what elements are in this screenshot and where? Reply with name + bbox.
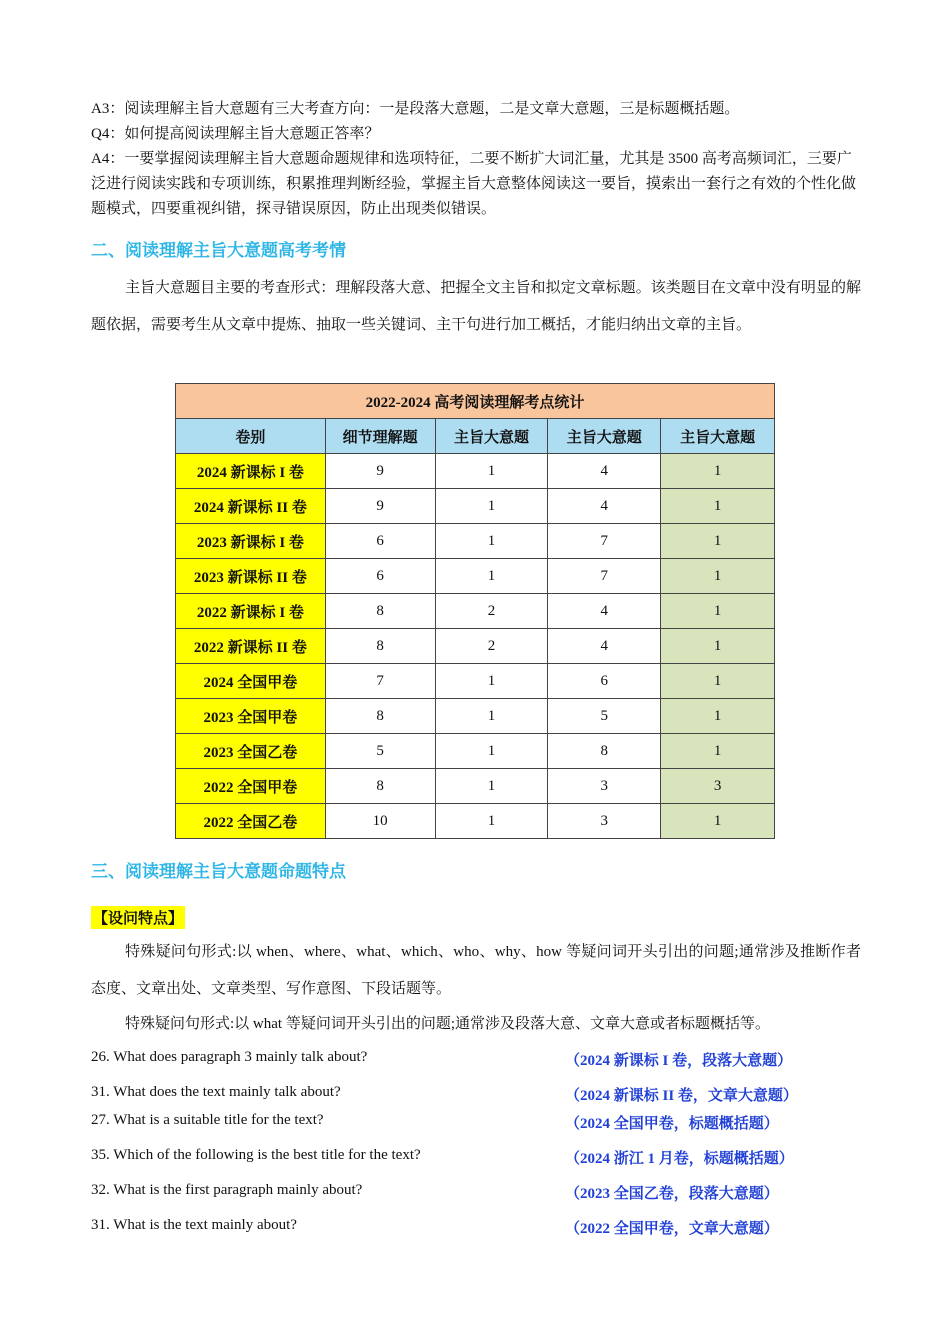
table-cell: 8 bbox=[325, 699, 435, 734]
table-cell-volume: 2023 新课标 II 卷 bbox=[176, 559, 326, 594]
table-cell: 6 bbox=[325, 524, 435, 559]
table-cell: 3 bbox=[661, 769, 775, 804]
question-q4: Q4：如何提高阅读理解主旨大意题正答率？ bbox=[91, 126, 380, 142]
section-heading-2: 二、阅读理解主旨大意题高考考情 bbox=[91, 241, 346, 261]
question-text: 32. What is the first paragraph mainly about? bbox=[91, 1182, 363, 1198]
list-item bbox=[91, 1112, 851, 1134]
table-cell: 3 bbox=[548, 769, 661, 804]
table-header: 卷别 bbox=[176, 419, 326, 454]
table-cell: 8 bbox=[548, 734, 661, 769]
table-cell: 9 bbox=[325, 454, 435, 489]
table-cell-volume: 2022 新课标 II 卷 bbox=[176, 629, 326, 664]
table-cell-volume: 2022 新课标 I 卷 bbox=[176, 594, 326, 629]
section3-paragraph-2: 特殊疑问句形式:以 what 等疑问词开头引出的问题;通常涉及段落大意、文章大意或者标题概括等。 bbox=[125, 1016, 770, 1032]
table-cell: 6 bbox=[325, 559, 435, 594]
table-cell: 4 bbox=[548, 629, 661, 664]
table-cell: 4 bbox=[548, 594, 661, 629]
question-source: （2024 新课标 I 卷，段落大意题） bbox=[565, 1053, 793, 1069]
table-cell: 1 bbox=[661, 734, 775, 769]
table-row bbox=[176, 559, 775, 594]
table-cell: 1 bbox=[435, 524, 548, 559]
table-cell: 1 bbox=[661, 664, 775, 699]
question-source: （2022 全国甲卷，文章大意题） bbox=[565, 1221, 779, 1237]
list-item bbox=[91, 1217, 851, 1239]
table-row bbox=[176, 699, 775, 734]
table-header: 主旨大意题 bbox=[548, 419, 661, 454]
table-header-row bbox=[176, 419, 775, 454]
table-row bbox=[176, 664, 775, 699]
table-cell-volume: 2023 全国乙卷 bbox=[176, 734, 326, 769]
section2-paragraph: 主旨大意题目主要的考查形式：理解段落大意、把握全文主旨和拟定文章标题。该类题目在文章中没有明显的解题依据，需要考生从文章中提炼、抽取一些关键词、主干句进行加工概括，才能归纳出文章的主旨。 bbox=[91, 280, 861, 333]
table-cell: 10 bbox=[325, 804, 435, 839]
table-cell: 8 bbox=[325, 769, 435, 804]
table-cell: 1 bbox=[435, 734, 548, 769]
question-text: 27. What is a suitable title for the text? bbox=[91, 1112, 324, 1128]
list-item bbox=[91, 1182, 851, 1204]
table-cell: 4 bbox=[548, 489, 661, 524]
table-cell: 9 bbox=[325, 489, 435, 524]
question-source: （2024 全国甲卷，标题概括题） bbox=[565, 1116, 779, 1132]
table-row bbox=[176, 489, 775, 524]
table-header: 细节理解题 bbox=[325, 419, 435, 454]
table-row bbox=[176, 454, 775, 489]
table-cell: 5 bbox=[325, 734, 435, 769]
table-cell-volume: 2022 全国甲卷 bbox=[176, 769, 326, 804]
stats-table bbox=[175, 383, 775, 839]
section-heading-3: 三、阅读理解主旨大意题命题特点 bbox=[91, 862, 346, 882]
table-cell: 8 bbox=[325, 629, 435, 664]
answer-a3: A3：阅读理解主旨大意题有三大考查方向：一是段落大意题，二是文章大意题，三是标题概括题。 bbox=[91, 101, 740, 117]
table-cell: 5 bbox=[548, 699, 661, 734]
table-cell: 1 bbox=[661, 489, 775, 524]
table-cell: 1 bbox=[435, 454, 548, 489]
table-cell: 1 bbox=[661, 699, 775, 734]
question-text: 31. What does the text mainly talk about? bbox=[91, 1084, 341, 1100]
table-cell: 1 bbox=[435, 804, 548, 839]
table-row bbox=[176, 769, 775, 804]
table-cell-volume: 2024 新课标 II 卷 bbox=[176, 489, 326, 524]
table-cell: 7 bbox=[548, 559, 661, 594]
table-cell-volume: 2022 全国乙卷 bbox=[176, 804, 326, 839]
list-item bbox=[91, 1084, 851, 1106]
table-cell: 8 bbox=[325, 594, 435, 629]
qa-block bbox=[91, 97, 861, 222]
table-cell: 1 bbox=[661, 559, 775, 594]
table-header: 主旨大意题 bbox=[661, 419, 775, 454]
table-row bbox=[176, 804, 775, 839]
table-cell: 1 bbox=[661, 629, 775, 664]
list-item bbox=[91, 1147, 851, 1169]
table-cell: 7 bbox=[548, 524, 661, 559]
table-cell: 2 bbox=[435, 594, 548, 629]
section3-paragraph-1: 特殊疑问句形式:以 when、where、what、which、who、why、how 等疑问词开头引出的问题;通常涉及推断作者态度、文章出处、文章类型、写作意图、下段话题等。 bbox=[91, 944, 861, 997]
table-cell: 1 bbox=[661, 594, 775, 629]
table-cell: 1 bbox=[435, 559, 548, 594]
table-cell-volume: 2024 全国甲卷 bbox=[176, 664, 326, 699]
table-row bbox=[176, 629, 775, 664]
table-cell: 1 bbox=[435, 699, 548, 734]
table-cell: 1 bbox=[661, 454, 775, 489]
question-source: （2024 新课标 II 卷，文章大意题） bbox=[565, 1088, 798, 1104]
table-row bbox=[176, 594, 775, 629]
table-cell: 4 bbox=[548, 454, 661, 489]
table-title: 2022-2024 高考阅读理解考点统计 bbox=[176, 384, 775, 419]
question-text: 35. Which of the following is the best title for the text? bbox=[91, 1147, 421, 1163]
table-cell: 1 bbox=[435, 489, 548, 524]
table-cell-volume: 2024 新课标 I 卷 bbox=[176, 454, 326, 489]
table-cell: 1 bbox=[661, 524, 775, 559]
table-cell: 1 bbox=[661, 804, 775, 839]
table-row bbox=[176, 734, 775, 769]
question-source: （2024 浙江 1 月卷，标题概括题） bbox=[565, 1151, 794, 1167]
list-item bbox=[91, 1049, 851, 1071]
question-text: 31. What is the text mainly about? bbox=[91, 1217, 297, 1233]
table-cell: 7 bbox=[325, 664, 435, 699]
table-cell: 3 bbox=[548, 804, 661, 839]
table-cell: 1 bbox=[435, 664, 548, 699]
question-text: 26. What does paragraph 3 mainly talk about? bbox=[91, 1049, 368, 1065]
question-feature-tag: 【设问特点】 bbox=[91, 906, 185, 929]
table-header: 主旨大意题 bbox=[435, 419, 548, 454]
table-row bbox=[176, 524, 775, 559]
table-cell: 6 bbox=[548, 664, 661, 699]
table-cell-volume: 2023 新课标 I 卷 bbox=[176, 524, 326, 559]
table-cell: 2 bbox=[435, 629, 548, 664]
answer-a4: A4：一要掌握阅读理解主旨大意题命题规律和选项特征，二要不断扩大词汇量，尤其是 3500 高考高频词汇，三要广泛进行阅读实践和专项训练，积累推理判断经验，掌握主旨大意整体阅读这一要旨，摸索出一套行之有效的个性化做题模式，四要重视纠错，探寻错误原因，防止出现类似错误。 bbox=[91, 151, 857, 217]
table-cell-volume: 2023 全国甲卷 bbox=[176, 699, 326, 734]
table-cell: 1 bbox=[435, 769, 548, 804]
question-source: （2023 全国乙卷，段落大意题） bbox=[565, 1186, 779, 1202]
